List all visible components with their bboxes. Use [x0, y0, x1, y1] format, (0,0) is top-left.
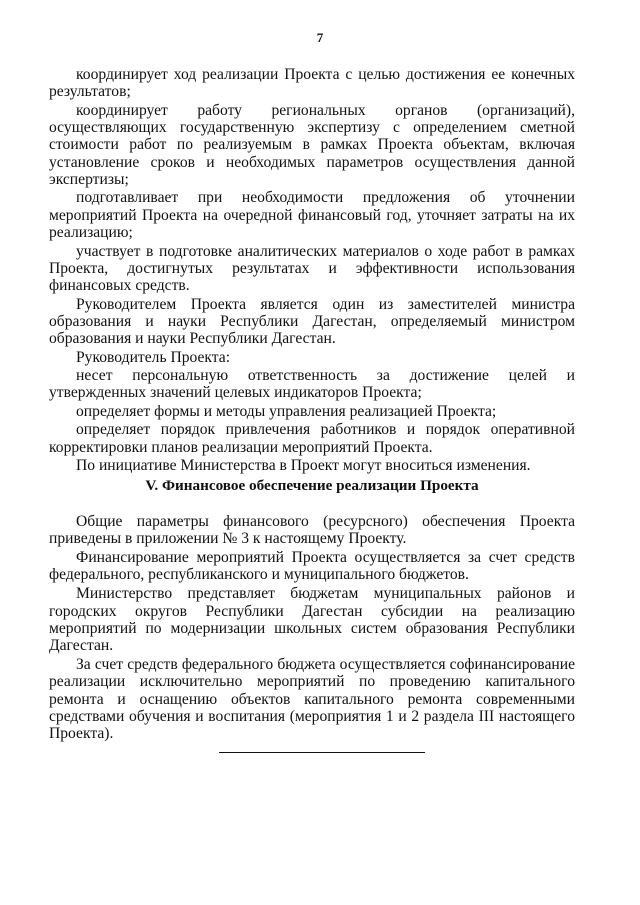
paragraph: участвует в подготовке аналитических материалов о ходе работ в рамках Проекта, достигнутых результатах и эффективности использования финансовых средств.: [49, 242, 575, 295]
page-number: 7: [316, 30, 324, 45]
paragraph: Финансирование мероприятий Проекта осуществляется за счет средств федерального, республиканского и муниципального бюджетов.: [49, 549, 575, 584]
paragraph: Руководителем Проекта является один из заместителей министра образования и науки Республики Дагестан, определяемый министром образования и науки Республики Дагестан.: [49, 295, 575, 348]
paragraph: По инициативе Министерства в Проект могут вноситься изменения.: [76, 457, 531, 475]
body-text-upper: [49, 66, 575, 475]
paragraph: За счет средств федерального бюджета осуществляется софинансирование реализации исключительно мероприятий по проведению капитального ремонта и оснащению объектов капитального ремонта современными средствами обучения и воспитания (мероприятия 1 и 2 раздела III настоящего Проекта).: [49, 656, 575, 743]
paragraph: определяет формы и методы управления реализацией Проекта;: [76, 402, 497, 420]
paragraph: подготавливает при необходимости предложения об уточнении мероприятий Проекта на очередной финансовый год, уточняет затраты на их реализацию;: [49, 189, 575, 242]
footer-divider: [219, 752, 425, 753]
paragraph: координирует работу региональных органов (организаций), осуществляющих государственную экспертизу с определением сметной стоимости работ по реализуемым в рамках Проекта объектам, включая установление сроков и необходимых параметров осуществления данной экспертизы;: [49, 101, 575, 188]
paragraph: Общие параметры финансового (ресурсного) обеспечения Проекта приведены в приложении № 3 к настоящему Проекту.: [49, 513, 575, 548]
section-heading: V. Финансовое обеспечение реализации Проекта: [145, 477, 479, 494]
paragraph: Руководитель Проекта:: [76, 348, 231, 366]
paragraph: Министерство представляет бюджетам муниципальных районов и городских округов Республики Дагестан субсидии на реализацию мероприятий по модернизации школьных систем образования Республики Дагестан.: [49, 585, 575, 655]
paragraph: определяет порядок привлечения работников и порядок оперативной корректировки планов реализации мероприятий Проекта.: [49, 421, 575, 456]
body-text-lower: [49, 513, 575, 743]
paragraph: несет персональную ответственность за достижение целей и утвержденных значений целевых индикаторов Проекта;: [49, 367, 575, 402]
paragraph: координирует ход реализации Проекта с целью достижения ее конечных результатов;: [49, 66, 575, 101]
